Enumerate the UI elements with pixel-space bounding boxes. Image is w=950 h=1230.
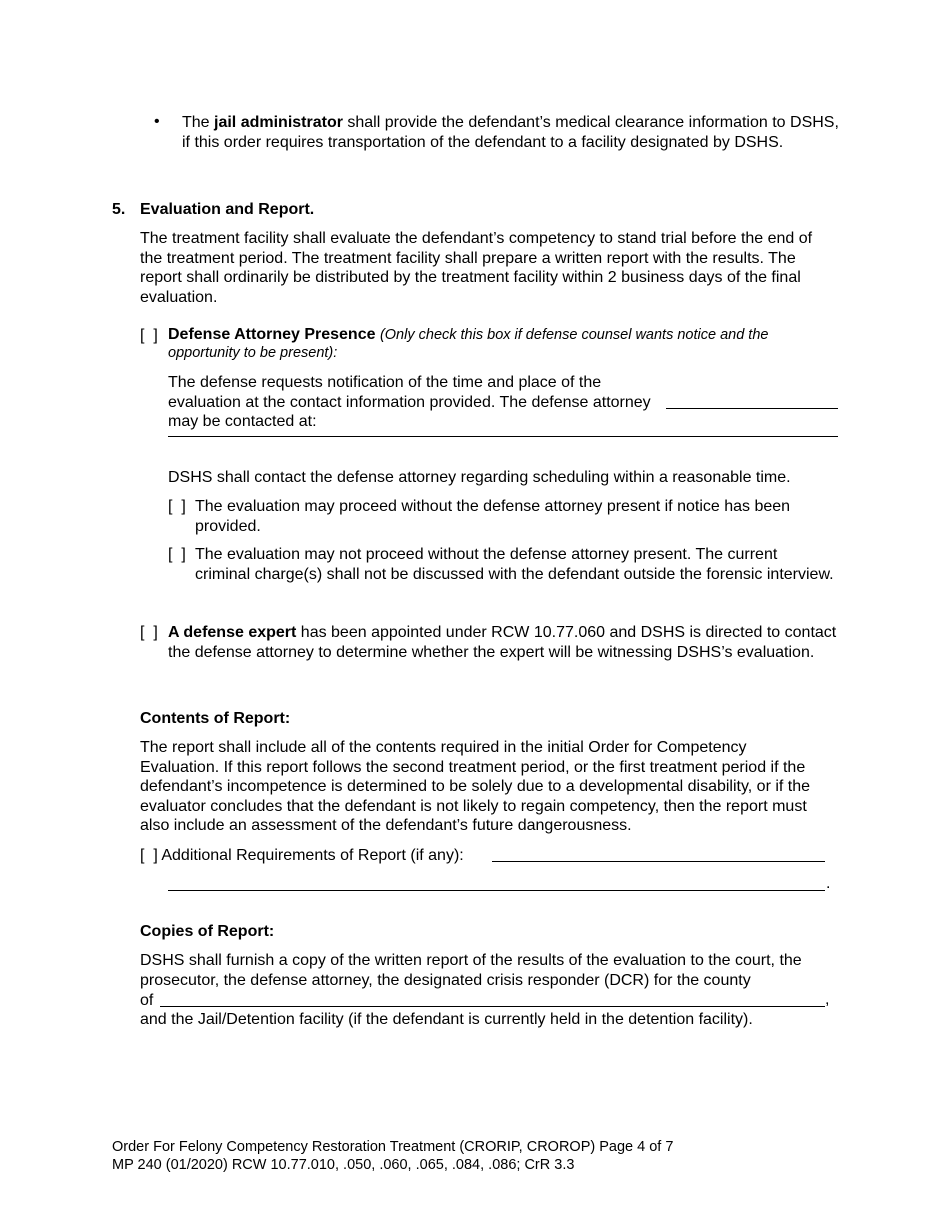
footer-line-1: Order For Felony Competency Restoration Treatment (CRORIP, CROROP) Page 4 of 7 [112, 1139, 674, 1155]
additional-requirements-line-2[interactable] [168, 890, 825, 891]
county-comma: , [825, 991, 830, 1008]
jail-administrator-bold: jail administrator [214, 114, 343, 131]
contents-heading: Contents of Report: [140, 710, 291, 727]
defense-expert-text: has been appointed under RCW 10.77.060 and DSHS is directed to contact the defense attorney to determine whether the expert will be witnessing DSHS’s evaluation. [168, 624, 837, 661]
copies-heading: Copies of Report: [140, 923, 275, 940]
footer-line-2: MP 240 (01/2020) RCW 10.77.010, .050, .060, .065, .084, .086; CrR 3.3 [112, 1157, 575, 1173]
contact-info-line-1[interactable] [666, 408, 838, 409]
contents-text: The report shall include all of the contents required in the initial Order for Competency Evaluation. If this report follows the second treatment period, or the first treatment period if the defendant’s incompetence is determined to be solely due to a developmental disability, or if the evaluator concludes that the defendant is not likely to regain competency, then the report must also include an assessment of the defendant’s future dangerousness. [140, 739, 811, 835]
jail-administrator-paragraph [182, 113, 842, 152]
bullet-pre: The [182, 114, 215, 131]
additional-requirements-label: [ ] Additional Requirements of Report (if any): [140, 847, 464, 864]
county-of-label: of [140, 992, 154, 1009]
section-number: 5. [112, 201, 126, 218]
dshs-contact-text: DSHS shall contact the defense attorney regarding scheduling within a reasonable time. [168, 469, 791, 486]
defense-presence-checkbox[interactable]: [ ] [140, 327, 158, 344]
option1-checkbox[interactable]: [ ] [168, 498, 186, 515]
bullet-post: shall provide the defendant’s medical clearance information to DSHS, if this order requires transportation of the defendant to a facility designated by DSHS. [182, 114, 839, 151]
section-title: Evaluation and Report. [140, 201, 315, 218]
additional-requirements-line-1[interactable] [492, 861, 825, 862]
contact-info-line-2[interactable] [168, 436, 838, 437]
county-line[interactable] [160, 1006, 825, 1007]
defense-request-text: The defense requests notification of the time and place of the evaluation at the contact information provided. The defense attorney may be contacted at: [168, 374, 651, 431]
defense-expert-bold: A defense expert [168, 624, 297, 641]
defense-expert-checkbox[interactable]: [ ] [140, 624, 158, 641]
defense-presence-note: (Only check this box if defense counsel wants notice and the opportunity to be present): [168, 327, 769, 361]
defense-presence-title: Defense Attorney Presence [168, 326, 376, 343]
additional-requirements-period: . [826, 875, 831, 892]
option2-checkbox[interactable]: [ ] [168, 546, 186, 563]
option1-text: The evaluation may proceed without the defense attorney present if notice has been provided. [195, 498, 791, 535]
section-intro: The treatment facility shall evaluate the defendant’s competency to stand trial before the end of the treatment period. The treatment facility shall prepare a written report with the results. The report shall ordinarily be distributed by the treatment facility within 2 business days of the final evaluation. [140, 230, 813, 306]
copies-text: DSHS shall furnish a copy of the written report of the results of the evaluation to the court, the prosecutor, the defense attorney, the designated crisis responder (DCR) for the county [140, 952, 802, 989]
option2-text: The evaluation may not proceed without the defense attorney present. The current criminal charge(s) shall not be discussed with the defendant outside the forensic interview. [195, 546, 834, 583]
defense-presence-heading [168, 326, 843, 362]
defense-expert-paragraph [168, 623, 838, 662]
copies-tail: and the Jail/Detention facility (if the defendant is currently held in the detention facility). [140, 1011, 753, 1028]
bullet-symbol: • [154, 113, 160, 130]
